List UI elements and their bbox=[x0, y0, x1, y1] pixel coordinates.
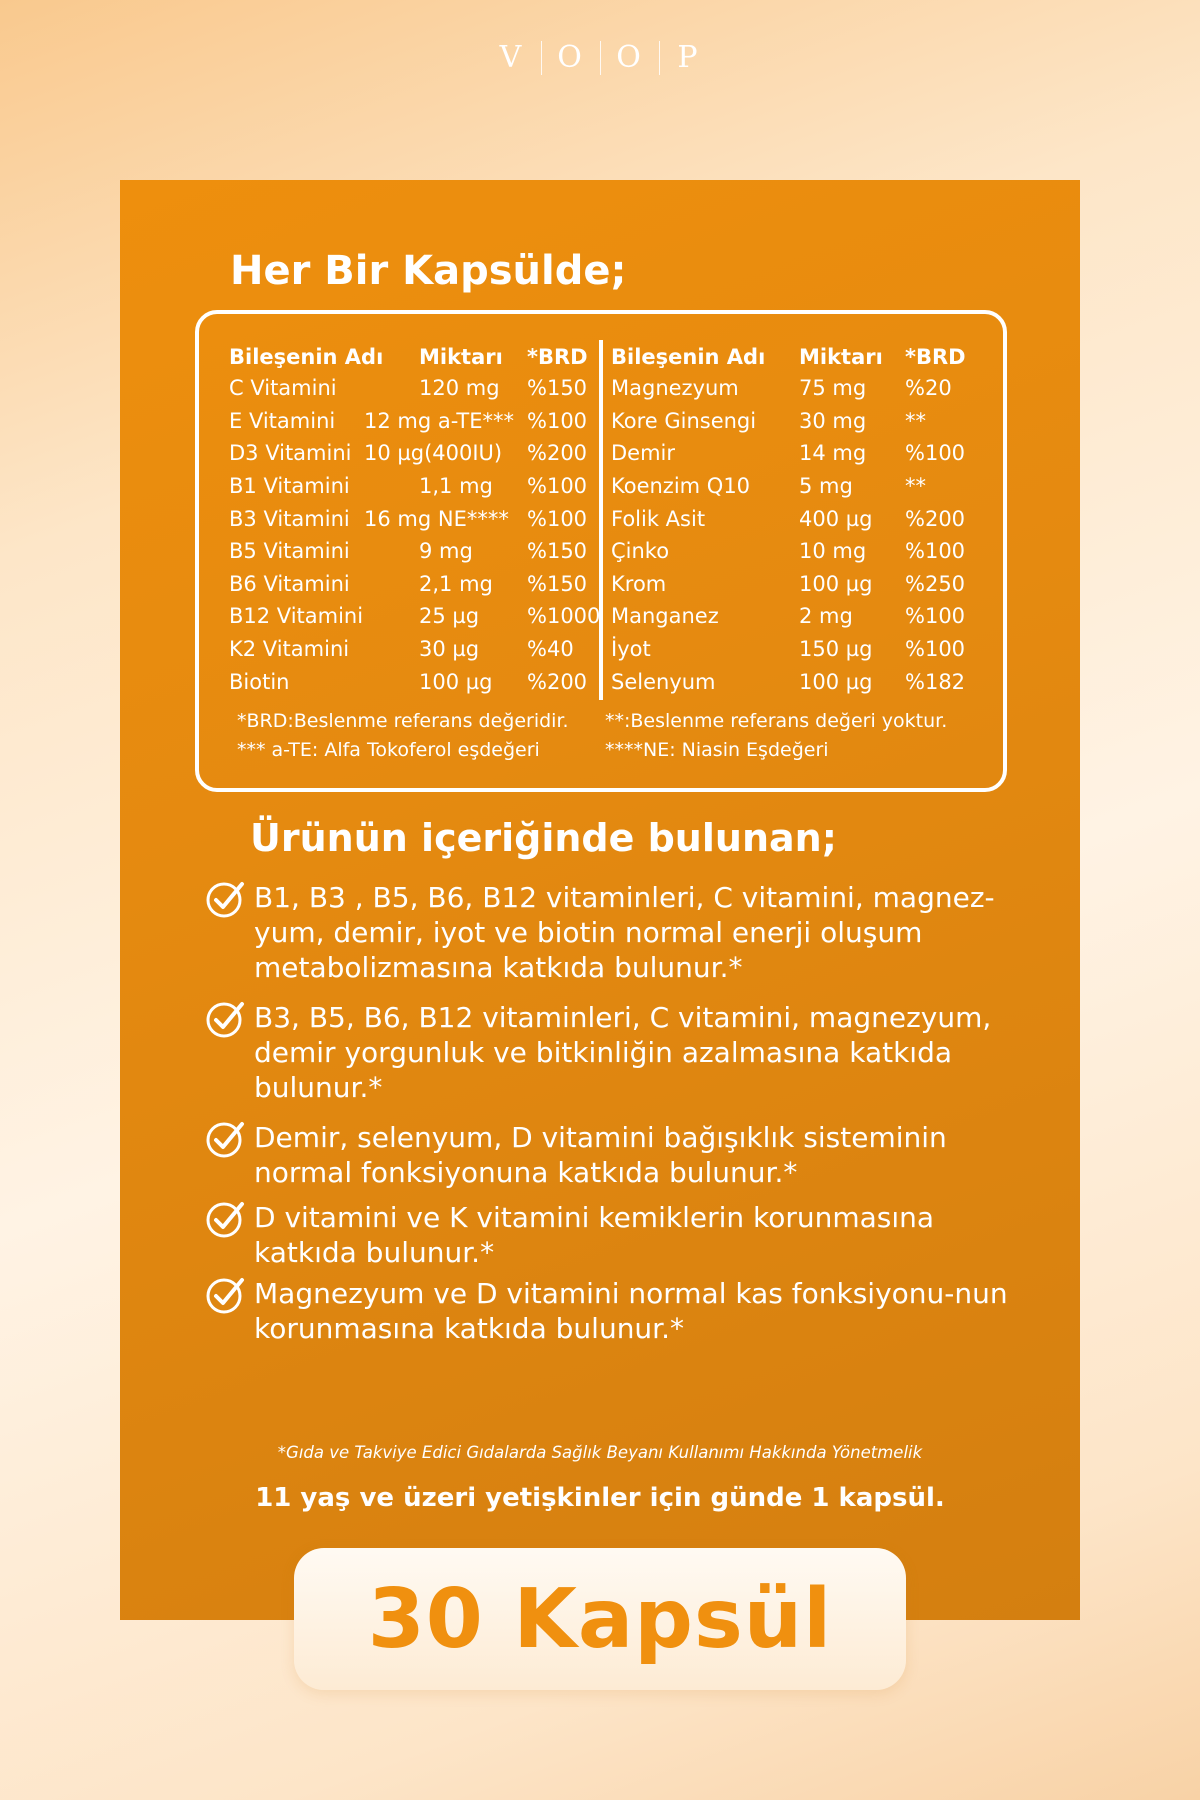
ingredient-name: Demir bbox=[611, 441, 676, 466]
ingredient-name: Manganez bbox=[611, 604, 719, 629]
claim-text: B3, B5, B6, B12 vitaminleri, C vitamini, magnezyum, demir yorgunluk ve bitkinliğin azalmasına katkıda bulunur.* bbox=[254, 1001, 992, 1104]
ingredient-amount: 400 µg bbox=[799, 506, 873, 531]
check-circle-icon bbox=[204, 1272, 248, 1316]
brand-letter: V bbox=[499, 40, 524, 75]
header-amount: Miktarı bbox=[419, 345, 503, 369]
ingredient-amount: 14 mg bbox=[799, 441, 867, 466]
table-row bbox=[611, 372, 983, 405]
table-row bbox=[229, 502, 601, 535]
ingredient-amount: 5 mg bbox=[799, 474, 853, 499]
ingredient-amount: 1,1 mg bbox=[419, 474, 493, 499]
ingredient-brd: ** bbox=[905, 408, 926, 433]
footnote: **:Beslenme referans değeri yoktur. bbox=[605, 709, 948, 732]
ingredient-brd: %182 bbox=[905, 669, 966, 694]
footnote: *BRD:Beslenme referans değeridir. bbox=[237, 709, 569, 732]
usage-instruction: 11 yaş ve üzeri yetişkinler için günde 1 kapsül. bbox=[255, 1483, 945, 1513]
ingredient-amount: 9 mg bbox=[419, 539, 473, 564]
claim-item bbox=[204, 1000, 1024, 1105]
ingredient-brd: %150 bbox=[527, 539, 588, 564]
ingredient-name: İyot bbox=[611, 637, 651, 662]
brand-logo bbox=[0, 40, 1200, 75]
header-amount: Miktarı bbox=[799, 345, 883, 369]
ingredient-amount: 120 mg bbox=[419, 376, 500, 401]
ingredient-brd: %100 bbox=[905, 441, 966, 466]
claim-text: B1, B3 , B5, B6, B12 vitaminleri, C vitamini, magnez-yum, demir, iyot ve biotin normal enerji oluşum metabolizmasına katkıda bulunur.* bbox=[254, 881, 995, 984]
ingredient-brd: %100 bbox=[905, 539, 966, 564]
ingredient-name: D3 Vitamini bbox=[229, 441, 352, 466]
ingredient-amount: 2 mg bbox=[799, 604, 853, 629]
table-row bbox=[229, 600, 601, 633]
ingredient-brd: %100 bbox=[905, 604, 966, 629]
brand-letter: O bbox=[616, 40, 643, 75]
ingredient-amount: 16 mg NE**** bbox=[364, 506, 509, 531]
ingredient-brd: %200 bbox=[905, 506, 966, 531]
footnote-row bbox=[237, 735, 997, 764]
header-brd: *BRD bbox=[527, 345, 588, 369]
ingredient-amount: 150 µg bbox=[799, 637, 873, 662]
ingredient-brd: %100 bbox=[527, 408, 588, 433]
claim-text: Demir, selenyum, D vitamini bağışıklık sisteminin normal fonksiyonuna katkıda bulunur.* bbox=[254, 1121, 947, 1189]
ingredient-amount: 10 µg(400IU) bbox=[364, 441, 503, 466]
header-brd: *BRD bbox=[905, 345, 966, 369]
table-row bbox=[611, 633, 983, 666]
contents-heading: Ürünün içeriğinde bulunan; bbox=[250, 816, 837, 860]
ingredient-name: B3 Vitamini bbox=[229, 506, 350, 531]
ingredient-brd: %150 bbox=[527, 376, 588, 401]
ingredient-brd: %20 bbox=[905, 376, 952, 401]
ingredient-brd: %100 bbox=[527, 506, 588, 531]
table-row bbox=[611, 437, 983, 470]
ingredient-name: Selenyum bbox=[611, 669, 716, 694]
brand-letter: P bbox=[677, 40, 700, 75]
ingredient-name: B5 Vitamini bbox=[229, 539, 350, 564]
ingredient-brd: %100 bbox=[527, 474, 588, 499]
brand-letter: O bbox=[557, 40, 584, 75]
ingredient-column-left bbox=[229, 342, 601, 698]
claim-item bbox=[204, 880, 1024, 985]
ingredient-name: Folik Asit bbox=[611, 506, 706, 531]
ingredient-brd: %150 bbox=[527, 571, 588, 596]
footnote: ****NE: Niasin Eşdeğeri bbox=[605, 738, 829, 761]
table-row bbox=[611, 470, 983, 503]
table-row bbox=[229, 437, 601, 470]
info-panel bbox=[120, 180, 1080, 1620]
table-row bbox=[611, 665, 983, 698]
page-title: Her Bir Kapsülde; bbox=[230, 248, 627, 294]
ingredient-amount: 100 µg bbox=[419, 669, 493, 694]
check-circle-icon bbox=[204, 876, 248, 920]
claim-item bbox=[204, 1276, 1024, 1346]
ingredient-amount: 10 mg bbox=[799, 539, 867, 564]
table-row bbox=[229, 535, 601, 568]
ingredient-name: Koenzim Q10 bbox=[611, 474, 751, 499]
ingredient-name: C Vitamini bbox=[229, 376, 337, 401]
ingredient-amount: 2,1 mg bbox=[419, 571, 493, 596]
table-row bbox=[611, 600, 983, 633]
ingredient-brd: %40 bbox=[527, 637, 574, 662]
table-header-row bbox=[611, 342, 983, 372]
ingredient-name: B1 Vitamini bbox=[229, 474, 350, 499]
check-circle-icon bbox=[204, 1196, 248, 1240]
claim-item bbox=[204, 1120, 1024, 1190]
ingredient-name: Biotin bbox=[229, 669, 290, 694]
ingredient-amount: 100 µg bbox=[799, 571, 873, 596]
table-row bbox=[611, 405, 983, 438]
ingredient-table bbox=[195, 310, 1007, 792]
ingredient-amount: 12 mg a-TE*** bbox=[364, 408, 514, 433]
ingredient-amount: 100 µg bbox=[799, 669, 873, 694]
ingredient-name: Çinko bbox=[611, 539, 670, 564]
ingredient-name: Kore Ginsengi bbox=[611, 408, 757, 433]
ingredient-brd: %250 bbox=[905, 571, 966, 596]
claim-text: D vitamini ve K vitamini kemiklerin korunmasına katkıda bulunur.* bbox=[254, 1201, 935, 1269]
header-name: Bileşenin Adı bbox=[229, 345, 384, 369]
ingredient-column-right bbox=[611, 342, 983, 698]
table-header-row bbox=[229, 342, 601, 372]
ingredient-brd: %200 bbox=[527, 669, 588, 694]
table-row bbox=[229, 470, 601, 503]
capsule-count-badge bbox=[294, 1548, 906, 1690]
table-row bbox=[229, 568, 601, 601]
footnote: *** a-TE: Alfa Tokoferol eşdeğeri bbox=[237, 738, 540, 761]
table-row bbox=[229, 633, 601, 666]
footnote-row bbox=[237, 706, 997, 735]
claim-text: Magnezyum ve D vitamini normal kas fonksiyonu-nun korunmasına katkıda bulunur.* bbox=[254, 1277, 1008, 1345]
table-row bbox=[229, 405, 601, 438]
ingredient-name: B6 Vitamini bbox=[229, 571, 350, 596]
regulation-reference: *Gıda ve Takviye Edici Gıdalarda Sağlık Beyanı Kullanımı Hakkında Yönetmelik bbox=[277, 1443, 923, 1462]
claim-item bbox=[204, 1200, 1024, 1270]
check-circle-icon bbox=[204, 1116, 248, 1160]
ingredient-name: Krom bbox=[611, 571, 667, 596]
ingredient-amount: 75 mg bbox=[799, 376, 867, 401]
table-row bbox=[229, 665, 601, 698]
table-row bbox=[611, 568, 983, 601]
ingredient-amount: 30 mg bbox=[799, 408, 867, 433]
ingredient-name: K2 Vitamini bbox=[229, 637, 350, 662]
table-row bbox=[611, 535, 983, 568]
check-circle-icon bbox=[204, 996, 248, 1040]
ingredient-name: Magnezyum bbox=[611, 376, 739, 401]
table-footnotes bbox=[237, 706, 997, 764]
table-row bbox=[229, 372, 601, 405]
claims-list bbox=[204, 880, 1024, 1346]
ingredient-brd: %1000 bbox=[527, 604, 601, 629]
ingredient-amount: 25 µg bbox=[419, 604, 480, 629]
capsule-count: 30 Kapsül bbox=[367, 1571, 833, 1667]
ingredient-brd: %200 bbox=[527, 441, 588, 466]
ingredient-name: E Vitamini bbox=[229, 408, 336, 433]
table-row bbox=[611, 502, 983, 535]
ingredient-brd: %100 bbox=[905, 637, 966, 662]
header-name: Bileşenin Adı bbox=[611, 345, 766, 369]
ingredient-amount: 30 µg bbox=[419, 637, 480, 662]
ingredient-brd: ** bbox=[905, 474, 926, 499]
ingredient-name: B12 Vitamini bbox=[229, 604, 364, 629]
